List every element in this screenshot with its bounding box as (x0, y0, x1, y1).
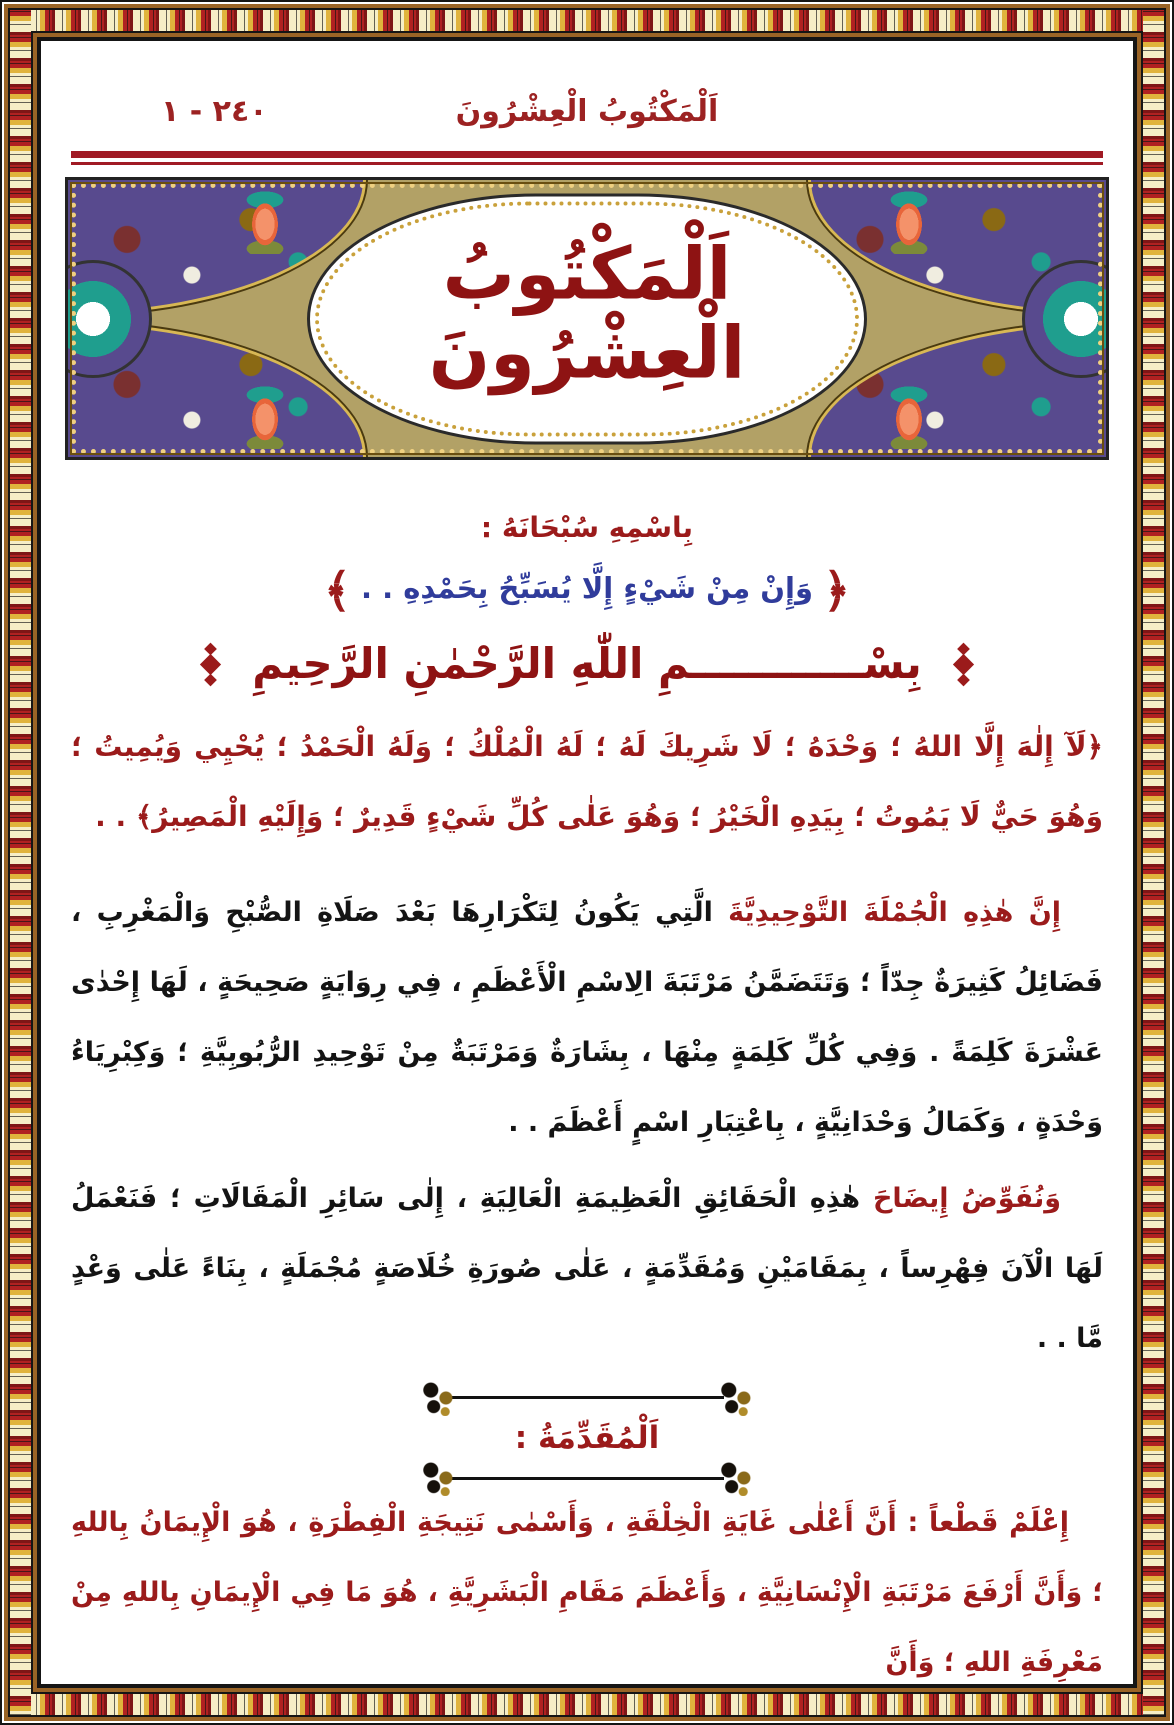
floral-corner-icon (420, 1460, 456, 1496)
leaf-ornament-right-icon (953, 653, 974, 674)
chain-border-top (10, 10, 1164, 31)
page-content (43, 43, 1131, 1682)
page-number: ٢٤٠ - ١ (161, 94, 268, 129)
ornate-open-bracket-icon: ﴿ (823, 563, 851, 617)
intro-paragraph: إِعْلَمْ قَطْعاً : أَنَّ أَعْلٰى غَايَةِ الْخِلْقَةِ ، وَأَسْمٰى نَتِيجَةِ الْفِطْرَةِ ، هُوَ الْإِيمَانُ بِاللهِ ؛ وَأَنَّ أَرْفَعَ مَرْتَبَةِ الْإِنْسَانِيَّةِ ، وَأَعْظَمَ مَقَامِ الْبَشَرِيَّةِ ، هُوَ مَا فِي الْإِيمَانِ بِاللهِ مِنْ مَعْرِفَةِ اللهِ ؛ وَأَنَّ (71, 1507, 1103, 1678)
verse-line (43, 556, 1131, 620)
paragraph1-lead: إِنَّ هٰذِهِ الْجُمْلَةَ التَّوْحِيدِيَّةَ (728, 897, 1061, 928)
muqaddima-heading: اَلْمُقَدِّمَةُ : (514, 1420, 660, 1456)
body-paragraph-1 (43, 878, 1131, 1158)
banner-title: اَلْمَكْتُوبُ الْعِشْرُونَ (428, 231, 746, 395)
muqaddima-inner (450, 1396, 724, 1480)
tulip-ornament-icon (882, 383, 936, 449)
tahlil-paragraph: ﴿لَآ إِلٰهَ إِلَّا اللهُ ؛ وَحْدَهُ ؛ لَا شَرِيكَ لَهُ ؛ لَهُ الْمُلْكُ ؛ وَلَهُ الْحَمْدُ ؛ يُحْيِي وَيُمِيتُ ؛ وَهُوَ حَيٌّ لَا يَمُوتُ ؛ بِيَدِهِ الْخَيْرُ ؛ وَهُوَ عَلٰى كُلِّ شَيْءٍ قَدِيرٌ ؛ وَإِلَيْهِ الْمَصِيرُ﴾ . . (71, 730, 1103, 833)
muqaddima-box (422, 1396, 752, 1480)
title-plaque (307, 193, 867, 444)
ornate-close-bracket-icon: ﴾ (323, 563, 351, 617)
header-rule-thin (71, 162, 1103, 165)
chain-border-left (10, 10, 31, 1715)
ornamental-banner (65, 177, 1109, 460)
verse-text: وَإِنْ مِنْ شَيْءٍ إِلَّا يُسَبِّحُ بِحَمْدِهِ . . (361, 571, 813, 605)
leaf-ornament-left-icon (200, 653, 221, 674)
paragraph1-body: الَّتِي يَكُونُ لِتَكْرَارِهَا بَعْدَ صَلَاةِ الصُّبْحِ وَالْمَغْرِبِ ، فَضَائِلُ كَثِيرَةٌ جِدّاً ؛ وَتَتَضَمَّنُ مَرْتَبَةَ الِاسْمِ الْأَعْظَمِ ، فِي رِوَايَةٍ صَحِيحَةٍ ، لَهَا إِحْدٰى عَشْرَةَ كَلِمَةً . وَفِي كُلِّ كَلِمَةٍ مِنْهَا ، بِشَارَةٌ وَمَرْتَبَةٌ مِنْ تَوْحِيدِ الرُّبُوبِيَّةِ ؛ وَكِبْرِيَاءُ وَحْدَةٍ ، وَكَمَالُ وَحْدَانِيَّةٍ ، بِاعْتِبَارِ اسْمٍ أَعْظَمَ . . (71, 897, 1103, 1138)
chain-border-right (1143, 10, 1164, 1715)
running-header (43, 83, 1131, 141)
dedication-line: بِاسْمِهِ سُبْحَانَهُ : (480, 511, 694, 544)
running-header-title: اَلْمَكْتُوبُ الْعِشْرُونَ (455, 94, 719, 129)
tulip-ornament-icon (882, 188, 936, 254)
chain-border-bottom (10, 1694, 1164, 1715)
floral-corner-icon (718, 1460, 754, 1496)
floral-corner-icon (420, 1380, 456, 1416)
bismillah-calligraphy: بِسْــــــــــــمِ اللّٰهِ الرَّحْمٰنِ الرَّحِيمِ (252, 639, 922, 688)
paragraph2-lead: وَنُفَوِّضُ إِيضَاحَ (872, 1183, 1061, 1214)
bismillah-row (43, 626, 1131, 702)
header-rule (71, 151, 1103, 165)
paragraph2-body: هٰذِهِ الْحَقَائِقِ الْعَظِيمَةِ الْعَالِيَةِ ، إِلٰى سَائِرِ الْمَقَالَاتِ ؛ فَنَعْمَلُ لَهَا الْآنَ فِهْرِساً ، بِمَقَامَيْنِ وَمُقَدِّمَةٍ ، عَلٰى صُورَةِ خُلَاصَةٍ مُجْمَلَةٍ ، بِنَاءً عَلٰى وَعْدٍ مَّا . . (71, 1183, 1103, 1354)
body-paragraph-2 (43, 1164, 1131, 1374)
tulip-ornament-icon (238, 188, 292, 254)
header-rule-thick (71, 151, 1103, 158)
tulip-ornament-icon (238, 383, 292, 449)
floral-corner-icon (718, 1380, 754, 1416)
